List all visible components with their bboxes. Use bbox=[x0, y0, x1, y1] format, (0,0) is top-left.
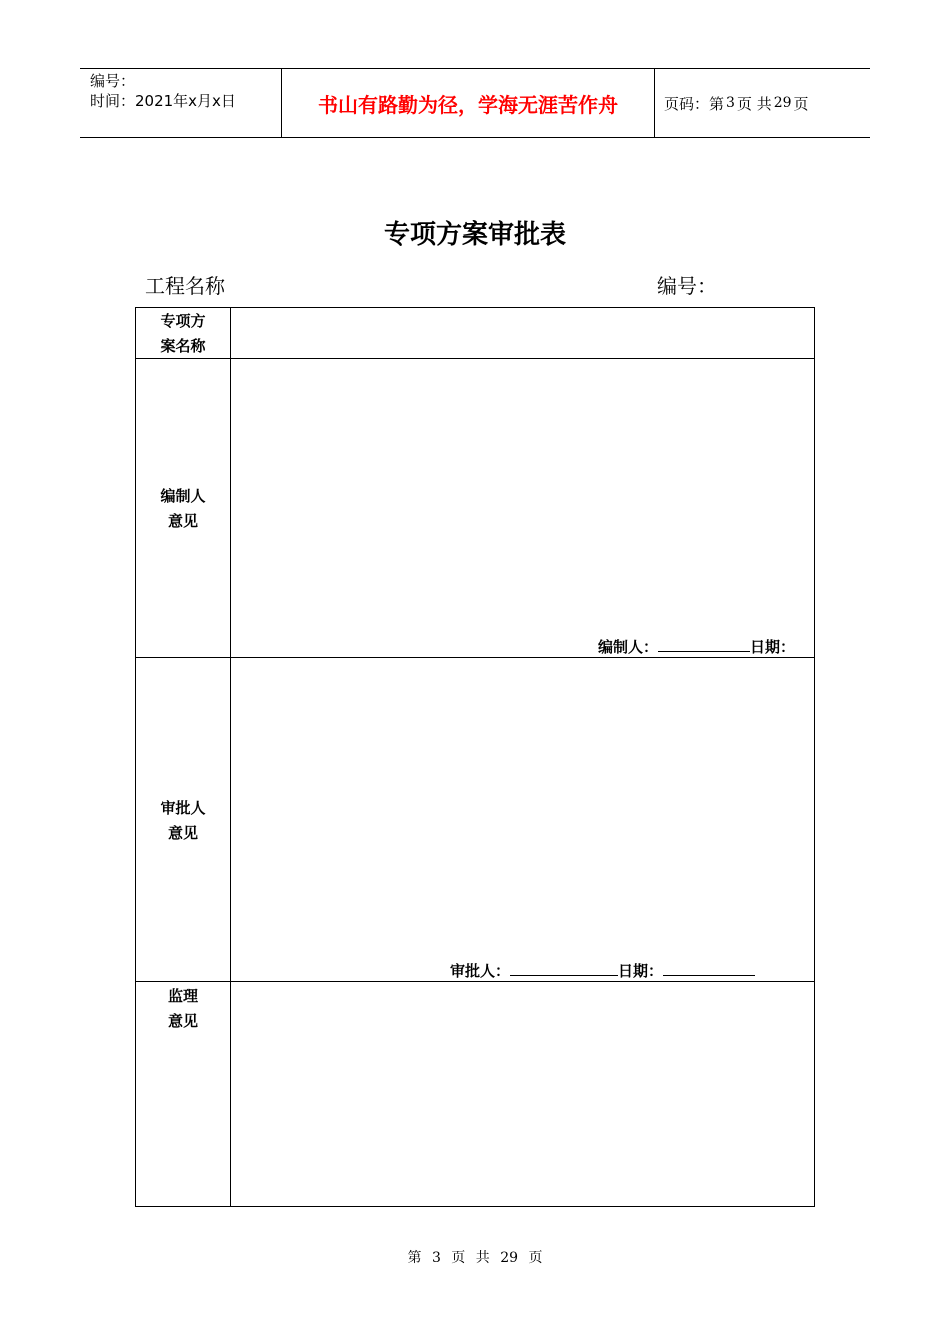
approver-blank[interactable] bbox=[510, 960, 618, 976]
approver-date-blank[interactable] bbox=[663, 960, 755, 976]
row-divider bbox=[136, 981, 814, 982]
approval-table bbox=[135, 307, 815, 1207]
header-motto: 书山有路勤为径，学海无涯苦作舟 bbox=[318, 92, 618, 117]
page-mid: 页 共 bbox=[736, 94, 772, 113]
form-title: 专项方案审批表 bbox=[383, 220, 566, 250]
page-prefix: 页码：第 bbox=[664, 94, 725, 113]
form-number-label: 编号： bbox=[657, 274, 717, 298]
preparer-blank[interactable] bbox=[658, 636, 750, 652]
row-divider bbox=[136, 358, 814, 359]
page-suffix: 页 bbox=[793, 94, 809, 113]
row-divider bbox=[136, 657, 814, 658]
project-name-label: 工程名称 bbox=[145, 274, 225, 298]
preparer-date-label: 日期： bbox=[750, 638, 796, 656]
serial-label: 编号： bbox=[90, 72, 136, 90]
approver-signature-line bbox=[450, 960, 755, 981]
header-page-info bbox=[664, 69, 809, 137]
preparer-signature-line bbox=[598, 636, 795, 657]
page-footer: 第 3 页 共 29 页 bbox=[407, 1250, 543, 1266]
approver-opinion-label: 审批人 意见 bbox=[160, 799, 206, 842]
approver-date-label: 日期： bbox=[618, 962, 664, 980]
supervisor-opinion-label: 监理 意见 bbox=[167, 987, 198, 1030]
page-header bbox=[80, 68, 870, 138]
time-label: 时间：2021年x月x日 bbox=[90, 92, 236, 110]
preparer-opinion-label: 编制人 意见 bbox=[160, 487, 206, 530]
header-divider bbox=[654, 69, 655, 137]
approver-sign-label: 审批人： bbox=[450, 962, 511, 980]
column-divider bbox=[230, 308, 231, 1206]
page-total: 29 bbox=[773, 95, 792, 111]
preparer-sign-label: 编制人： bbox=[598, 638, 659, 656]
page-current: 3 bbox=[726, 95, 735, 111]
scheme-name-label: 专项方 案名称 bbox=[160, 312, 206, 355]
header-meta bbox=[90, 71, 236, 111]
